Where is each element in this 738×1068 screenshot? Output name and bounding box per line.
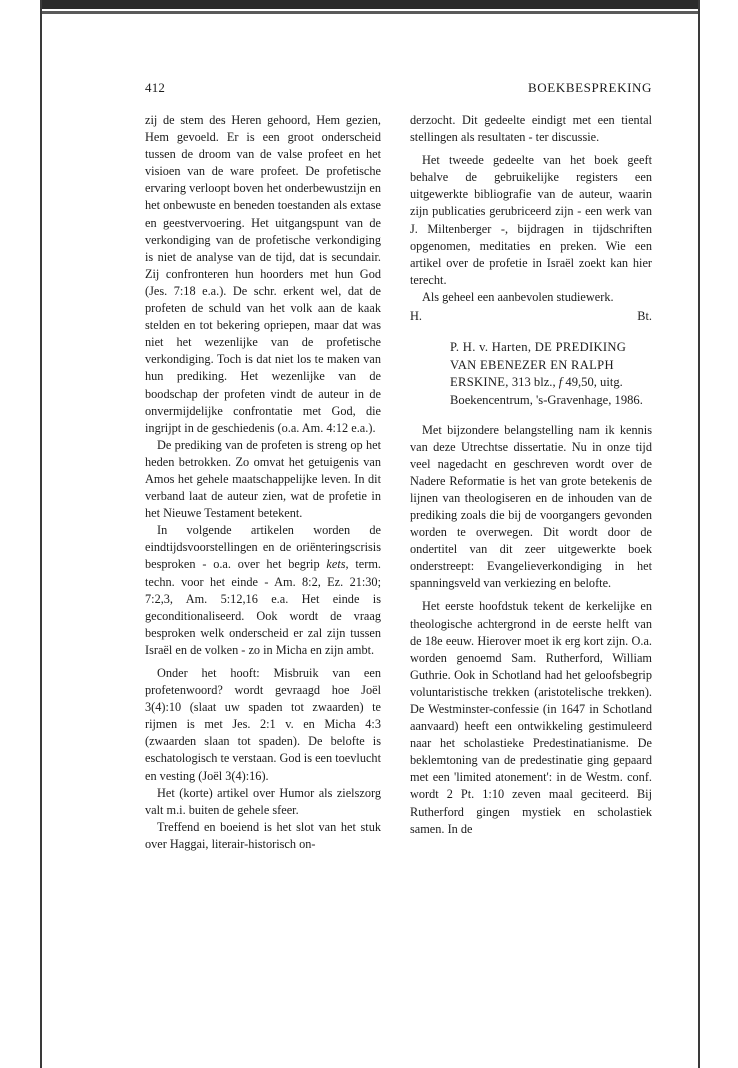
currency-sign: f xyxy=(558,375,563,390)
paragraph: Onder het hooft: Misbruik van een profetenwoord? wordt gevraagd hoe Joël 3(4):10 (slaat uw spaden tot zwaarden) te rijmen is met Jes. 2:1 v. en Micha 4:3 (zwaarden slaan tot spaden). De belofte is eschatologisch te verstaan. God is een toevlucht en vesting (Joël 3(4):16). xyxy=(145,666,381,783)
scan-right-edge xyxy=(698,0,700,1068)
scan-left-edge xyxy=(40,0,42,1068)
paragraph: Het tweede gedeelte van het boek geeft behalve de gebruikelijke registers een uitgewerkte bibliografie van de auteur, waarin zijn publicaties gerubriceerd zijn - een werk van J. Miltenberger -, bijdragen in tijdschriften opgenomen, meditaties en preken. Wie een artikel over de profetie in Israël zoekt kan hier terecht. xyxy=(410,153,652,287)
signature-initials: Bt. xyxy=(637,309,652,324)
paragraph: Als geheel een aanbevolen studiewerk. xyxy=(422,289,614,304)
book-reference: P. H. v. Harten, DE PREDIKING VAN EBENEZER EN RALPH ERSKINE, 313 blz., f 49,50, uitg. Boekencentrum, 's-Gravenhage, 1986. xyxy=(450,340,643,407)
page-number: 412 xyxy=(145,80,166,95)
paragraph: Het eerste hoofdstuk tekent de kerkelijke en theologische achtergrond in de eerste helft van de 18e eeuw. Hierover moet ik erg kort zijn. O.a. worden genoemd Sam. Rutherford, William Guthrie. Ook in Schotland had het geloofsbegrip voluntaristische trekken (aristotelische trekken). De Westminster-confessie (in 1647 in Schotland aanvaard) heeft een ontwikkeling gestimuleerd naar het scholastieke Predestinatianisme. De beklemtoning van de predestinatie ging gepaard met een 'limited atonement': in de Westm. conf. wordt 2 Pt. 1:10 zeven maal geciteerd. Bij Rutherford gingen mystiek en scholastiek samen. In de xyxy=(410,599,652,836)
book-title: P. H. v. Harten, DE PREDIKING VAN EBENEZER EN RALPH ERSKINE, xyxy=(450,340,627,390)
paragraph: Treffend en boeiend is het slot van het stuk over Haggai, literair-historisch on- xyxy=(145,819,381,851)
scan-top-band xyxy=(40,0,700,9)
running-title: BOEKBESPREKING xyxy=(528,80,652,95)
signature-initial: H. xyxy=(410,309,422,324)
paragraph: zij de stem des Heren gehoord, Hem gezien, Hem gevoeld. Er is een groot onderscheid tussen de droom van de valse profeet en het visioen van de ware profeet. De profetische ervaring verloopt boven het onderbewustzijn en het onbewuste en beneden toestanden als extase en geestvervoering. Het uitgangspunt van de verkondiging van de profetische verkondiging is niet de analyse van de tijd, dat is secundair. Zij confronteren hun hoorders met hun God (Jes. 7:18 e.a.). De schr. erkent wel, dat de profeten de schuld van het volk aan de kaak stelden en tot bekering opriepen, maar dat was niet het wezenlijke van de profetische verkondiging. Toch is dat niet los te maken van hun prediking. Het wezenlijke van de boodschap der profeten vindt de auteur in de onvermijdelijke confrontatie met God, die ingrijpt in de geschiedenis (o.a. Am. 4:12 e.a.). xyxy=(145,113,381,435)
reviewer-signature xyxy=(410,308,652,325)
paragraph: Met bijzondere belangstelling nam ik kennis van deze Utrechtse dissertatie. Nu in onze tijd veel nagedacht en geschreven wordt over de Nadere Reformatie is het van grote betekenis de lijnen van theologiseren en de inhouden van de prediking zoals die bij de voorgangers gevonden worden te overwegen. Dit wordt door de ondertitel van dit zeer uitgewerkte boek onderstreept: Evangelieverkondiging in het spanningsveld van verkiezing en belofte. xyxy=(410,422,652,591)
right-column xyxy=(410,112,652,838)
paragraph: De prediking van de profeten is streng op het heden betrokken. Zo omvat het getuigenis van Amos het gehele maatschappelijke leven. In dit verband laat de auteur zien, wat de profetie in het Nieuwe Testament betekent. xyxy=(145,437,381,521)
italic-term: kets, xyxy=(326,557,349,572)
paragraph: Het (korte) artikel over Humor als zielszorg valt m.i. buiten de gehele sfeer. xyxy=(145,785,381,817)
paragraph: In volgende artikelen worden de eindtijdsvoorstellingen en de oriënteringscrisis besproken - o.a. over het begrip kets, term. techn. voor het einde - Am. 8:2, Ez. 21:30; 7:2,3, Am. 5:12,16 e.a. Het einde is geconditionaliseerd. Ook wordt de vraag besproken welk onderscheid er zal zijn tussen Israël en de volken - zo in Micha en zijn ambt. xyxy=(145,523,382,657)
left-column xyxy=(145,112,381,853)
paragraph: derzocht. Dit gedeelte eindigt met een tiental stellingen als resultaten - ter discussie. xyxy=(410,113,652,145)
